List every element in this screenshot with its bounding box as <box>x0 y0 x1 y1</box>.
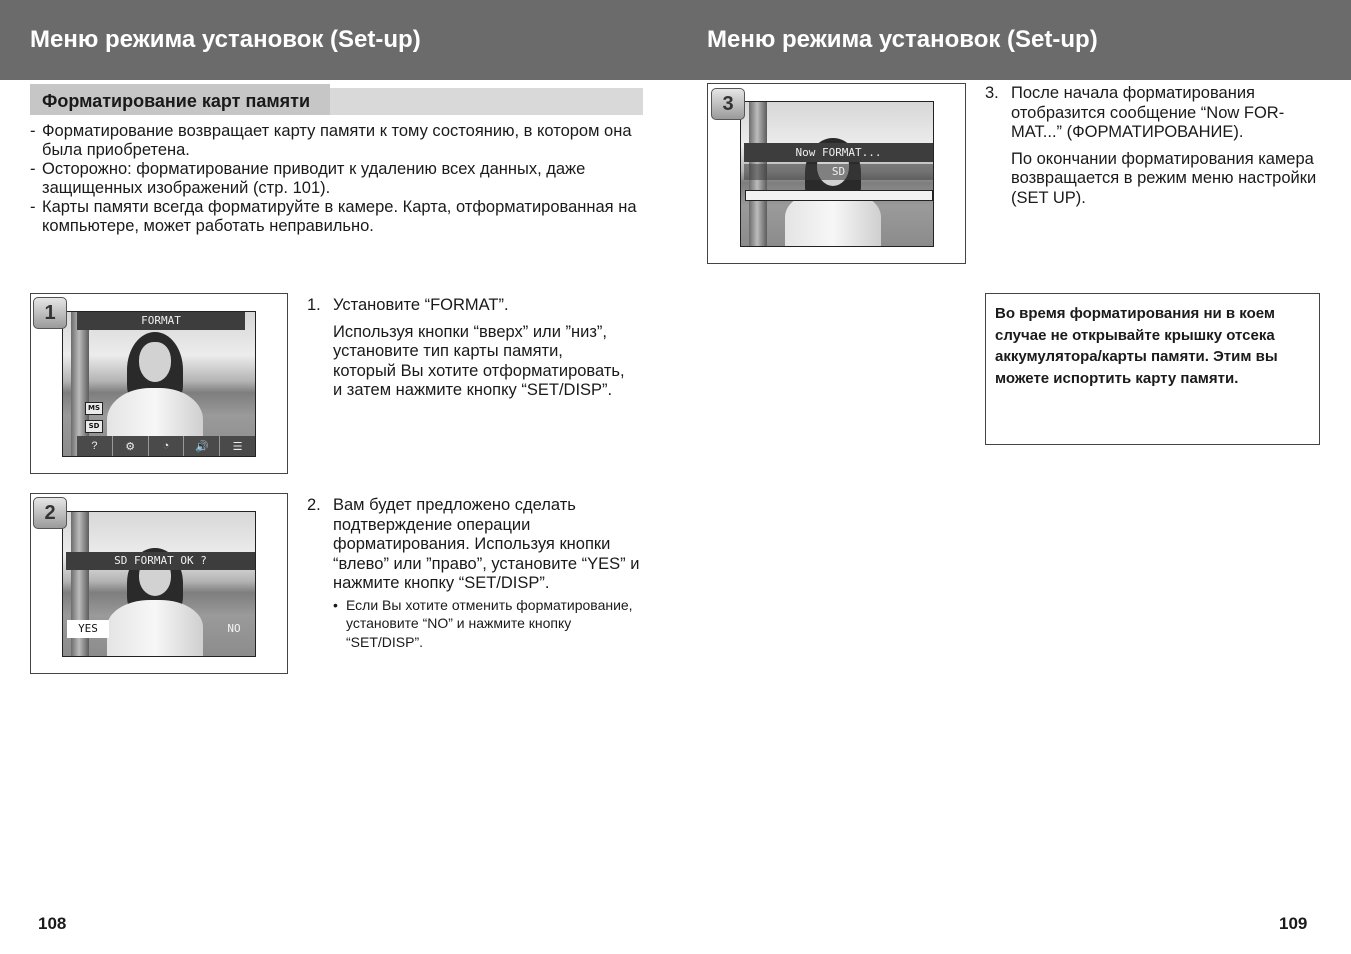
step-2-number: 2. <box>307 496 321 514</box>
step-2-note-text: Если Вы хотите отменить форматирование, установите “NO” и нажмите кнопку “SET/DISP”. <box>346 596 633 650</box>
camera-screen-1 <box>62 311 256 457</box>
step-3-text: После начала форматирования отобразится сообщение “Now FOR-MAT...” (ФОРМАТИРОВАНИЕ). <box>1011 84 1285 141</box>
page-title-right: Меню режима установок (Set-up) <box>707 26 1098 53</box>
intro-list <box>30 122 650 236</box>
osd-progress-message: Now FORMAT... <box>744 143 933 162</box>
osd-format-prompt: SD FORMAT OK ? <box>66 552 255 570</box>
camera-screen-2 <box>62 511 256 657</box>
no-option: NO <box>227 622 241 635</box>
osd-format-title: FORMAT <box>77 312 245 330</box>
warning-text: Во время форматирования ни в коем случае не открывайте крышку отсека аккумулятора/карты памяти. Этим вы можете испортить карту памяти. <box>995 305 1278 387</box>
tree-trunk <box>71 312 89 456</box>
step-2-note <box>333 596 636 652</box>
step-badge-1: 1 <box>33 297 67 329</box>
camera-screen-3 <box>740 101 934 247</box>
step-3-text-2: По окончании форматирования камера возвращается в режим меню настройки (SET UP). <box>1011 149 1317 207</box>
intro-item: - Карты памяти всегда форматируйте в камере. Карта, отформатированная на компьютере, может работать неправильно. <box>30 198 650 236</box>
step-2-text: Вам будет предложено сделать подтверждение операции форматирования. Используя кнопки “влево” или ”право”, установите “YES” и нажмите кнопку “SET/DISP”. <box>333 496 640 592</box>
setup-icon: ⚙ <box>112 436 148 456</box>
figure-2-frame <box>30 493 288 674</box>
note-bullet: • <box>333 596 338 613</box>
page-number-right: 109 <box>1279 914 1308 933</box>
warning-box <box>985 293 1320 445</box>
step-1-number: 1. <box>307 296 321 314</box>
section-title: Форматирование карт памяти <box>42 91 311 111</box>
camera-icon-bar <box>77 436 255 456</box>
menu-icon: ☰ <box>219 436 255 456</box>
yes-option: YES <box>67 620 109 638</box>
step-3-number: 3. <box>985 84 999 102</box>
header-bar <box>0 0 1351 80</box>
intro-item: - Осторожно: форматирование приводит к удалению всех данных, даже защищенных изображений (стр. 101). <box>30 160 650 198</box>
figure-3-frame <box>707 83 966 264</box>
intro-item: - Форматирование возвращает карту памяти к тому состоянию, в котором она была приобретена. <box>30 122 650 160</box>
figure-1-frame <box>30 293 288 474</box>
step-badge-3: 3 <box>711 88 745 120</box>
progress-bar <box>745 190 933 201</box>
osd-card-label: SD <box>744 164 933 180</box>
sd-card-icon: SD <box>85 420 103 433</box>
sound-icon: 🔊 <box>183 436 219 456</box>
step-badge-2: 2 <box>33 497 67 529</box>
page-title-left: Меню режима установок (Set-up) <box>30 26 421 53</box>
step-1-text: Используя кнопки “вверх” или ”низ”, установите тип карты памяти, который Вы хотите отформатировать, и затем нажмите кнопку “SET/DISP”. <box>333 322 625 399</box>
ms-card-icon: MS <box>85 402 103 415</box>
step-1-lead: Установите “FORMAT”. <box>333 296 509 314</box>
timer-icon: ◔ <box>148 436 184 456</box>
help-icon: ? <box>91 440 98 452</box>
page-number-left: 108 <box>38 914 67 933</box>
